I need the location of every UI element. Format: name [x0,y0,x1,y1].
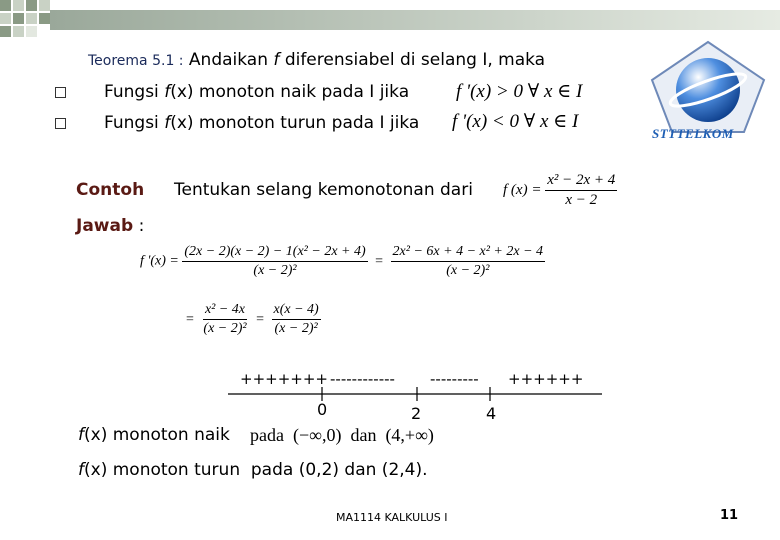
logo-text: STTTELKOM [652,126,734,141]
condition-2: f '(x) < 0 ∀ x ∈ I [452,111,579,132]
derivative-fraction-2 [391,244,546,279]
fraction-2-numerator: 2x² − 6x + 4 − x² + 2x − 4 [391,244,546,262]
point-0: 0 [317,400,328,419]
derivative-line-2 [186,302,321,337]
point-4: 4 [486,404,497,423]
item-1-f: f [164,82,171,102]
naik-f: f [78,425,84,445]
theorem-label: Teorema 5.1 : [88,53,184,69]
footer-page-number: 11 [720,508,739,523]
derivative-fraction-1 [182,244,367,279]
example-function [503,172,617,209]
conclusion-naik [78,425,230,445]
equals-2: = [186,311,194,327]
example-denominator: x − 2 [565,192,598,208]
theorem-intro: Andaikan [188,50,268,70]
point-2: 2 [411,404,422,423]
sign-plus-1: +++++++ [240,370,328,388]
footer-course: MA1114 KALKULUS I [336,511,448,524]
theorem-line [88,50,545,70]
turun-f: f [78,460,84,480]
condition-1: f '(x) > 0 ∀ x ∈ I [456,81,583,102]
sign-minus-2: --------- [430,370,479,388]
number-line [228,384,606,402]
derivative-fraction-4 [272,302,321,337]
item-1-arg: (x) [170,82,194,102]
derivative-lhs: f '(x) = [140,253,179,269]
theorem-rest: diferensiabel di selang I, maka [284,50,546,70]
fraction-4-denominator: (x − 2)² [274,321,318,336]
conclusion-turun [78,460,428,480]
theorem-f: f [273,50,280,70]
answer-label-line [76,216,144,236]
example-numerator: x² − 2x + 4 [545,172,617,191]
theorem-item-2 [104,113,419,133]
theorem-item-1 [104,82,409,102]
stttelkom-logo [646,38,770,148]
item-2-prefix: Fungsi [104,113,159,133]
conclusion-naik-intervals: pada (−∞,0) dan (4,+∞) [250,425,434,445]
item-2-arg: (x) [170,113,194,133]
item-1-text: monoton naik pada I jika [198,82,410,102]
example-instruction: Tentukan selang kemonotonan dari [174,180,473,200]
answer-label: Jawab [76,216,134,236]
fraction-1-numerator: (2x − 2)(x − 2) − 1(x² − 2x + 4) [182,244,367,262]
fraction-4-numerator: x(x − 4) [272,302,321,320]
item-1-prefix: Fungsi [104,82,159,102]
derivative-line-1 [140,244,545,279]
turun-text: (x) monoton turun pada (0,2) dan (2,4). [84,460,428,480]
answer-colon: : [138,216,145,236]
example-label: Contoh [76,180,145,200]
bullet-2 [55,118,66,129]
derivative-fraction-3 [201,302,248,337]
example-lhs: f (x) = [503,182,542,198]
item-2-text: monoton turun pada I jika [198,113,420,133]
fraction-3-numerator: x² − 4x [203,302,247,320]
fraction-2-denominator: (x − 2)² [446,263,490,278]
bullet-1 [55,87,66,98]
sign-plus-2: ++++++ [508,370,584,388]
equals-3: = [256,311,264,327]
sign-minus-1: ------------ [330,370,395,388]
example-fraction [545,172,617,209]
item-2-f: f [164,113,171,133]
fraction-3-denominator: (x − 2)² [203,321,247,336]
equals-1: = [375,253,384,269]
fraction-1-denominator: (x − 2)² [253,263,297,278]
naik-text: (x) monoton naik [84,425,230,445]
